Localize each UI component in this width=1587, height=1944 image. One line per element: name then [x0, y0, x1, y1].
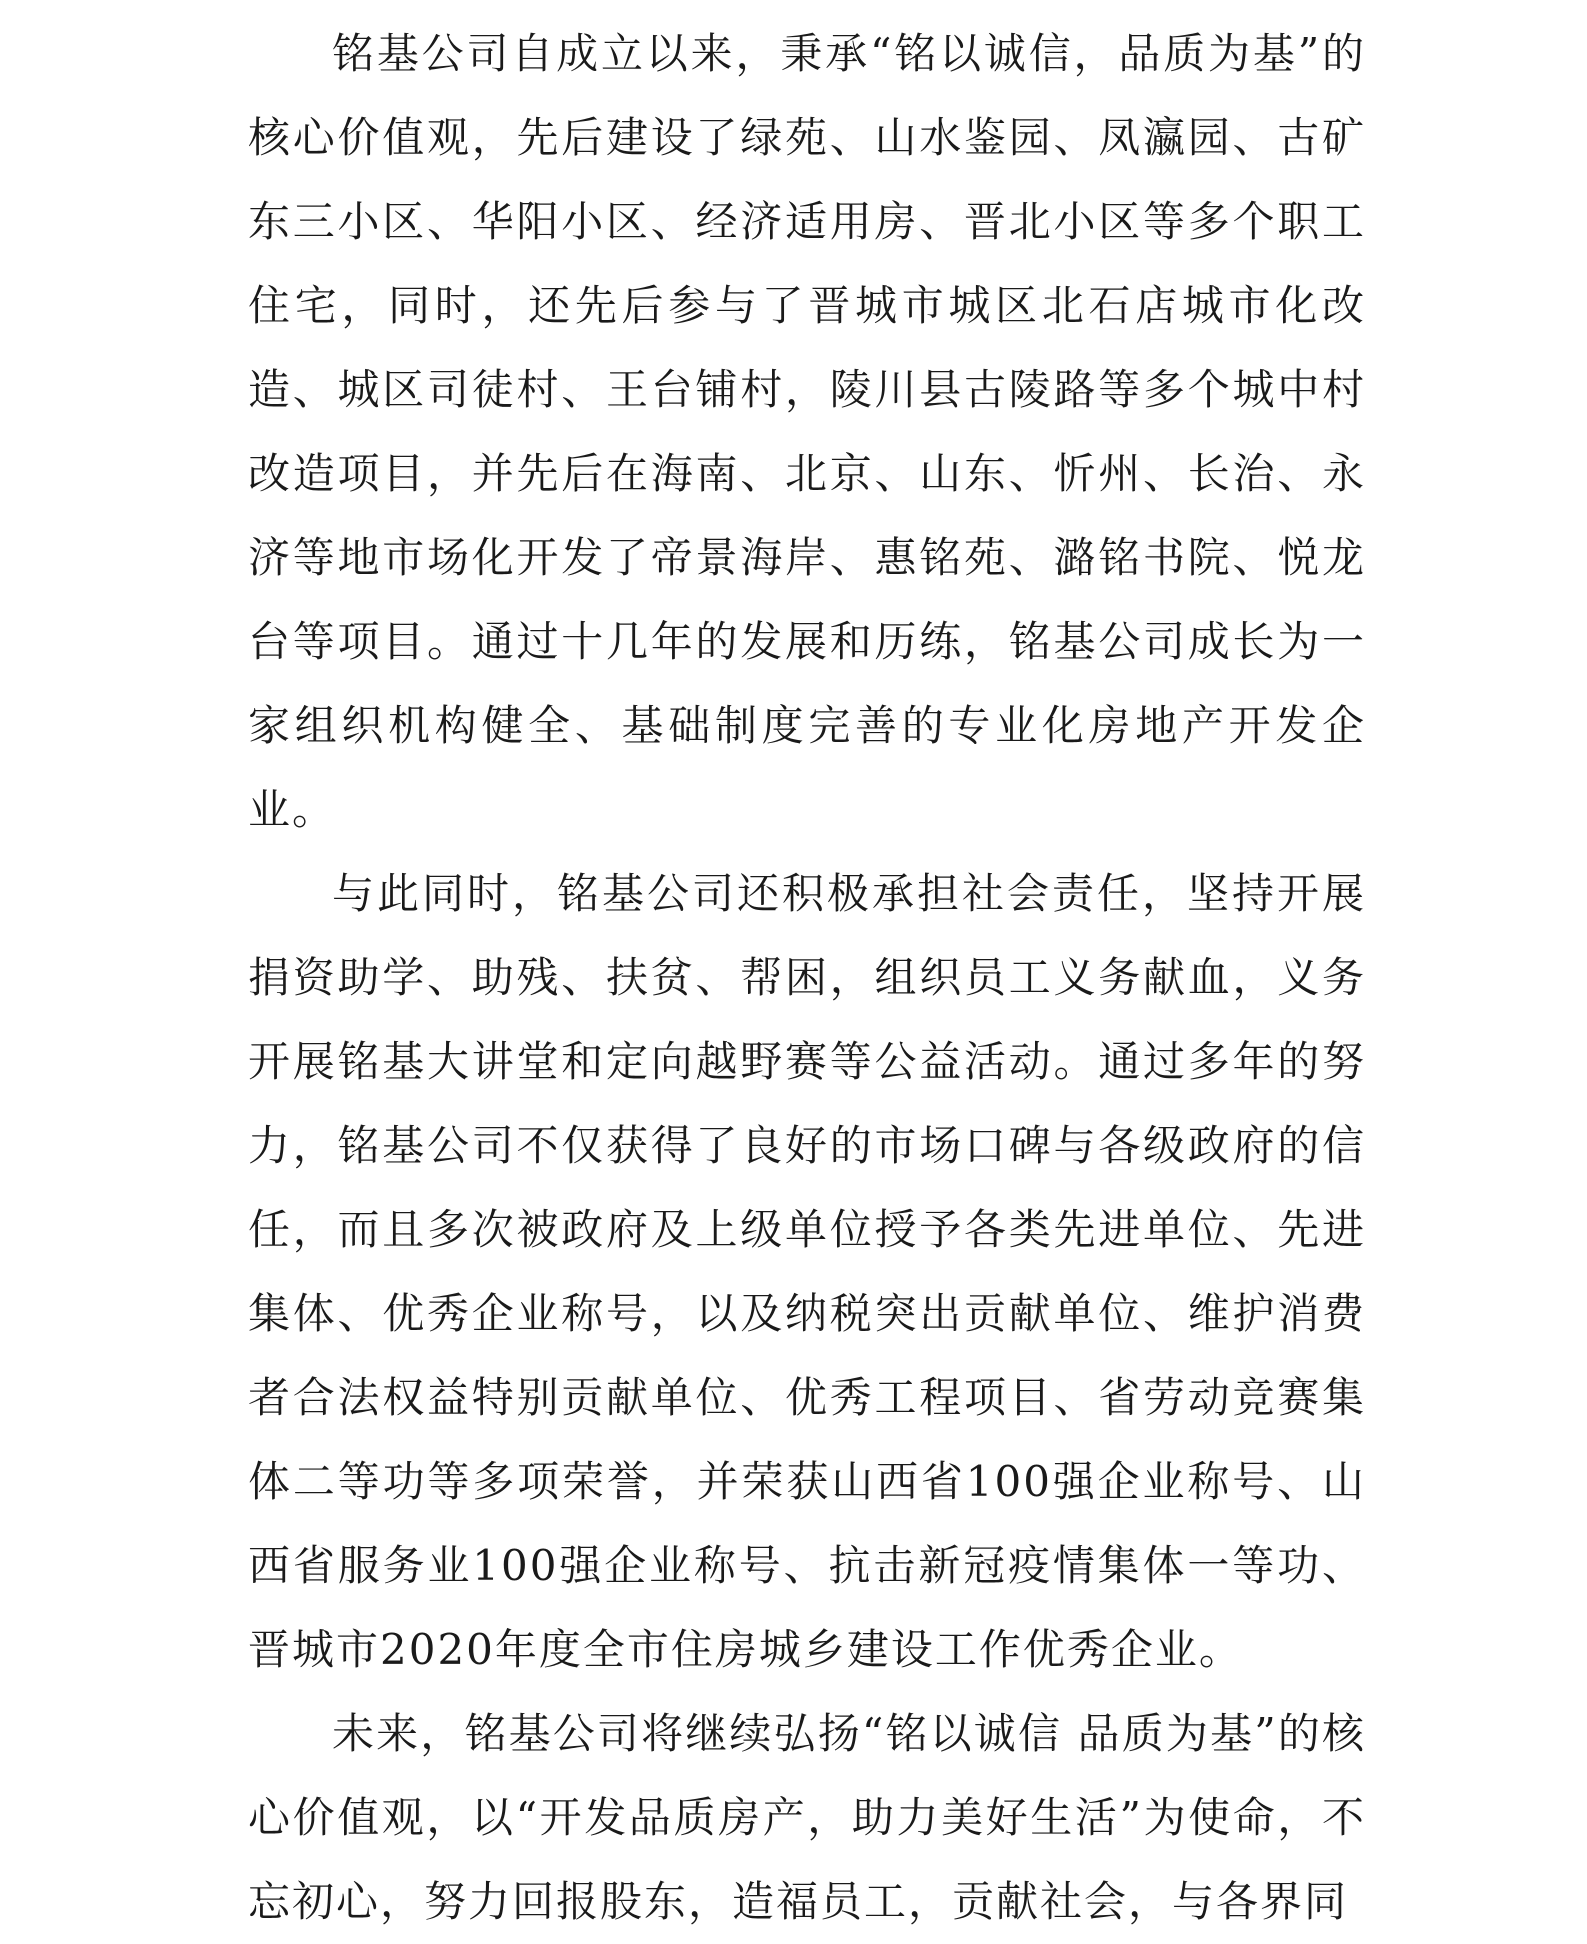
- document-body: [248, 12, 1366, 1944]
- paragraph-company-history: 铭基公司自成立以来，秉承“铭以诚信，品质为基”的核心价值观，先后建设了绿苑、山水鉴园、凤瀛园、古矿东三小区、华阳小区、经济适用房、晋北小区等多个职工住宅，同时，还先后参与了晋城市城区北石店城市化改造、城区司徒村、王台铺村，陵川县古陵路等多个城中村改造项目，并先后在海南、北京、山东、忻州、长治、永济等地市场化开发了帝景海岸、惠铭苑、潞铭书院、悦龙台等项目。通过十几年的发展和历练，铭基公司成长为一家组织机构健全、基础制度完善的专业化房地产开发企业。: [248, 29, 1366, 834]
- paragraph-future-outlook: 未来，铭基公司将继续弘扬“铭以诚信 品质为基”的核心价值观，以“开发品质房产，助力美好生活”为使命，不忘初心，努力回报股东，造福员工，贡献社会，与各界同: [248, 1709, 1366, 1926]
- paragraph-social-responsibility: 与此同时，铭基公司还积极承担社会责任，坚持开展捐资助学、助残、扶贫、帮困，组织员工义务献血，义务开展铭基大讲堂和定向越野赛等公益活动。通过多年的努力，铭基公司不仅获得了良好的市场口碑与各级政府的信任，而且多次被政府及上级单位授予各类先进单位、先进集体、优秀企业称号，以及纳税突出贡献单位、维护消费者合法权益特别贡献单位、优秀工程项目、省劳动竞赛集体二等功等多项荣誉，并荣获山西省100强企业称号、山西省服务业100强企业称号、抗击新冠疫情集体一等功、晋城市2020年度全市住房城乡建设工作优秀企业。: [248, 869, 1366, 1674]
